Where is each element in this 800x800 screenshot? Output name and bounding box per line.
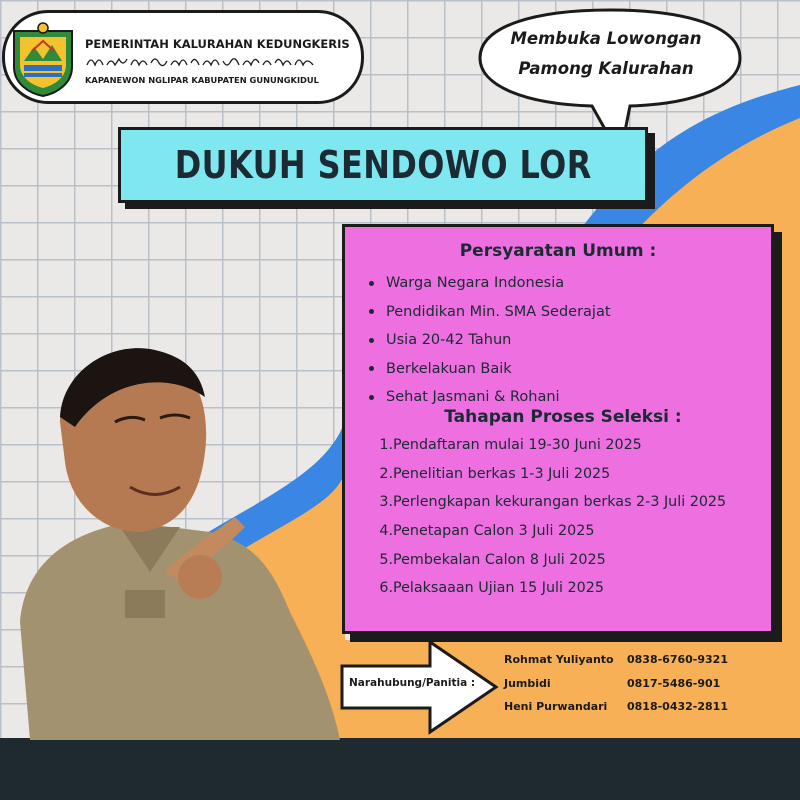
list-item [373,488,726,517]
step-text: Penetapan Calon 3 Juli 2025 [393,523,595,540]
bubble-line-1: Membuka Lowongan [510,29,702,48]
step-text: Pelaksaaan Ujian 15 Juli 2025 [393,580,604,597]
step-number: 6. [379,580,393,597]
step-text: Pembekalan Calon 8 Juli 2025 [393,551,606,568]
list-item [373,460,726,489]
stages-list [373,431,726,603]
contact-label: Narahubung/Panitia : [349,677,476,689]
requirements-list [369,269,611,412]
step-number: 5. [379,551,393,568]
javanese-script-icon [85,53,317,71]
gunungkidul-regency-emblem-icon [10,21,76,97]
contact-name: Heni Purwandari [504,700,608,713]
bullet-icon [369,338,374,343]
person-photo [0,322,360,740]
stages-title: Tahapan Proses Seleksi : [444,407,682,427]
contact-phone: 0817-5486-901 [627,676,721,690]
list-item [373,574,726,603]
bullet-icon [369,281,374,286]
step-text: Pendaftaran mulai 19-30 Juni 2025 [393,437,642,454]
step-number: 2. [379,465,393,482]
bullet-icon [369,366,374,371]
bubble-line-2: Pamong Kalurahan [518,59,694,78]
requirements-box [342,224,774,634]
list-item-text: Usia 20-42 Tahun [386,332,512,349]
step-number: 1. [379,437,393,454]
step-number: 4. [379,523,393,540]
list-item [369,298,611,327]
requirements-title: Persyaratan Umum : [459,241,657,261]
bullet-icon [369,309,374,314]
bullet-icon [369,395,374,400]
list-item [369,326,611,355]
footer-bar [0,738,800,800]
org-name: PEMERINTAH KALURAHAN KEDUNGKERIS [85,37,350,51]
list-item [373,517,726,546]
list-item-text: Berkelakuan Baik [386,360,512,377]
bubble-text [478,24,734,84]
title-box [118,127,648,203]
list-item [369,355,611,384]
step-text: Perlengkapan kekurangan berkas 2-3 Juli 2025 [393,494,727,511]
list-item-text: Sehat Jasmani & Rohani [386,389,560,406]
contact-name: Rohmat Yuliyanto [504,653,614,666]
list-item [369,269,611,298]
contact-name: Jumbidi [504,676,551,690]
list-item [373,545,726,574]
contact-phone: 0838-6760-9321 [627,653,728,666]
step-number: 3. [379,494,393,511]
list-item-text: Warga Negara Indonesia [386,275,565,292]
contact-phone: 0818-0432-2811 [627,700,728,713]
header-badge [2,10,364,104]
list-item [373,431,726,460]
list-item-text: Pendidikan Min. SMA Sederajat [386,303,611,320]
step-text: Penelitian berkas 1-3 Juli 2025 [393,465,611,482]
org-subtitle: KAPANEWON NGLIPAR KABUPATEN GUNUNGKIDUL [85,75,319,85]
page-title: DUKUH SENDOWO LOR [174,143,592,187]
